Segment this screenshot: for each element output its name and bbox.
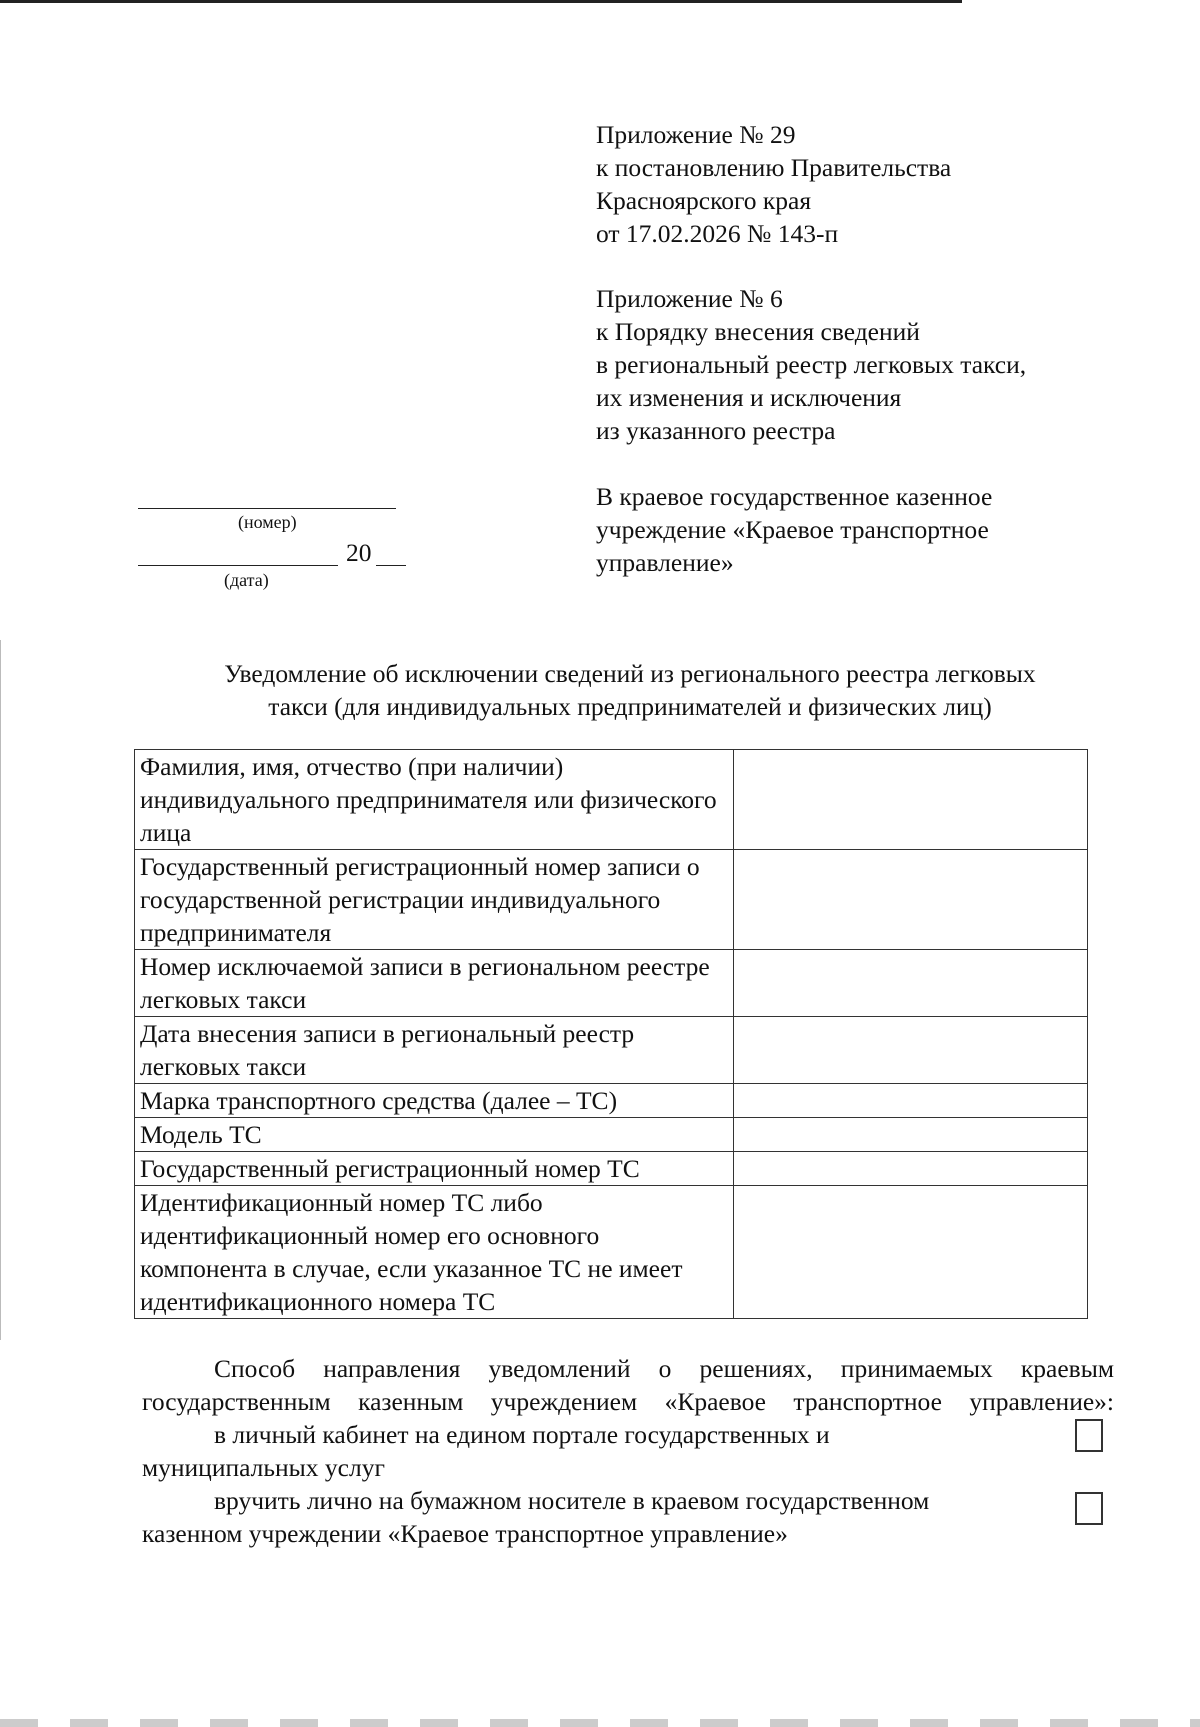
row-value-cell[interactable] xyxy=(733,750,1087,850)
option-line: вручить лично на бумажном носителе в краевом государственном xyxy=(214,1486,930,1515)
notification-form-table xyxy=(134,749,1088,1319)
row-label: Дата внесения записи в региональный реестр легковых такси xyxy=(135,1017,734,1084)
intro-line: Способ направления уведомлений о решениях, принимаемых краевым xyxy=(214,1354,1114,1383)
row-value-cell[interactable] xyxy=(733,1152,1087,1186)
title-line: Уведомление об исключении сведений из регионального реестра легковых xyxy=(224,659,1036,688)
row-label: Модель ТС xyxy=(135,1118,734,1152)
addressee-line: В краевое государственное казенное xyxy=(596,482,993,511)
row-value-cell[interactable] xyxy=(733,1186,1087,1319)
option-line: в личный кабинет на едином портале государственных и xyxy=(214,1420,830,1449)
number-field-line[interactable] xyxy=(138,508,396,509)
delivery-option-in-person xyxy=(142,1484,1082,1550)
date-field-line[interactable] xyxy=(138,565,338,566)
top-border-line xyxy=(0,0,962,3)
table-row xyxy=(135,1186,1088,1319)
delivery-method-intro xyxy=(142,1352,1114,1418)
addressee-line: управление» xyxy=(596,548,734,577)
table-row xyxy=(135,1084,1088,1118)
table-row xyxy=(135,1152,1088,1186)
addressee-block xyxy=(596,480,1116,579)
portal-option-checkbox[interactable] xyxy=(1075,1419,1103,1452)
document-title xyxy=(130,657,1130,723)
row-value-cell[interactable] xyxy=(733,1084,1087,1118)
row-value-cell[interactable] xyxy=(733,1118,1087,1152)
appendix-29-line: Приложение № 29 xyxy=(596,120,796,149)
table-row xyxy=(135,850,1088,950)
row-value-cell[interactable] xyxy=(733,850,1087,950)
number-caption: (номер) xyxy=(238,512,297,532)
row-label: Государственный регистрационный номер ТС xyxy=(135,1152,734,1186)
appendix-6-line: их изменения и исключения xyxy=(596,383,902,412)
table-row xyxy=(135,750,1088,850)
year-prefix: 20 xyxy=(346,538,372,567)
delivery-option-portal xyxy=(142,1418,1082,1484)
appendix-29-line: к постановлению Правительства xyxy=(596,153,952,182)
left-scan-edge xyxy=(0,640,1,1340)
row-value-cell[interactable] xyxy=(733,1017,1087,1084)
appendix-29-line: Красноярского края xyxy=(596,186,812,215)
option-line: муниципальных услуг xyxy=(142,1453,385,1482)
row-label: Государственный регистрационный номер записи о государственной регистрации индивидуального предпринимателя xyxy=(135,850,734,950)
row-label: Номер исключаемой записи в региональном реестре легковых такси xyxy=(135,950,734,1017)
appendix-6-header xyxy=(596,282,1116,447)
appendix-6-line: в региональный реестр легковых такси, xyxy=(596,350,1027,379)
row-label: Фамилия, имя, отчество (при наличии) индивидуального предпринимателя или физического лица xyxy=(135,750,734,850)
table-row xyxy=(135,1118,1088,1152)
scan-edge-marks xyxy=(0,1719,1200,1727)
row-value-cell[interactable] xyxy=(733,950,1087,1017)
in-person-option-checkbox[interactable] xyxy=(1075,1492,1103,1525)
option-line: казенном учреждении «Краевое транспортное управление» xyxy=(142,1519,788,1548)
appendix-6-line: Приложение № 6 xyxy=(596,284,783,313)
appendix-29-header xyxy=(596,118,1116,250)
year-field-line[interactable] xyxy=(376,565,406,566)
table-row xyxy=(135,950,1088,1017)
addressee-line: учреждение «Краевое транспортное xyxy=(596,515,989,544)
title-line: такси (для индивидуальных предпринимателей и физических лиц) xyxy=(268,692,992,721)
appendix-29-line: от 17.02.2026 № 143-п xyxy=(596,219,839,248)
appendix-6-line: к Порядку внесения сведений xyxy=(596,317,920,346)
intro-line: государственным казенным учреждением «Краевое транспортное управление»: xyxy=(142,1387,1114,1416)
table-row xyxy=(135,1017,1088,1084)
appendix-6-line: из указанного реестра xyxy=(596,416,836,445)
date-caption: (дата) xyxy=(224,570,269,590)
row-label: Идентификационный номер ТС либо идентификационный номер его основного компонента в случае, если указанное ТС не имеет идентификационного номера ТС xyxy=(135,1186,734,1319)
row-label: Марка транспортного средства (далее – ТС) xyxy=(135,1084,734,1118)
